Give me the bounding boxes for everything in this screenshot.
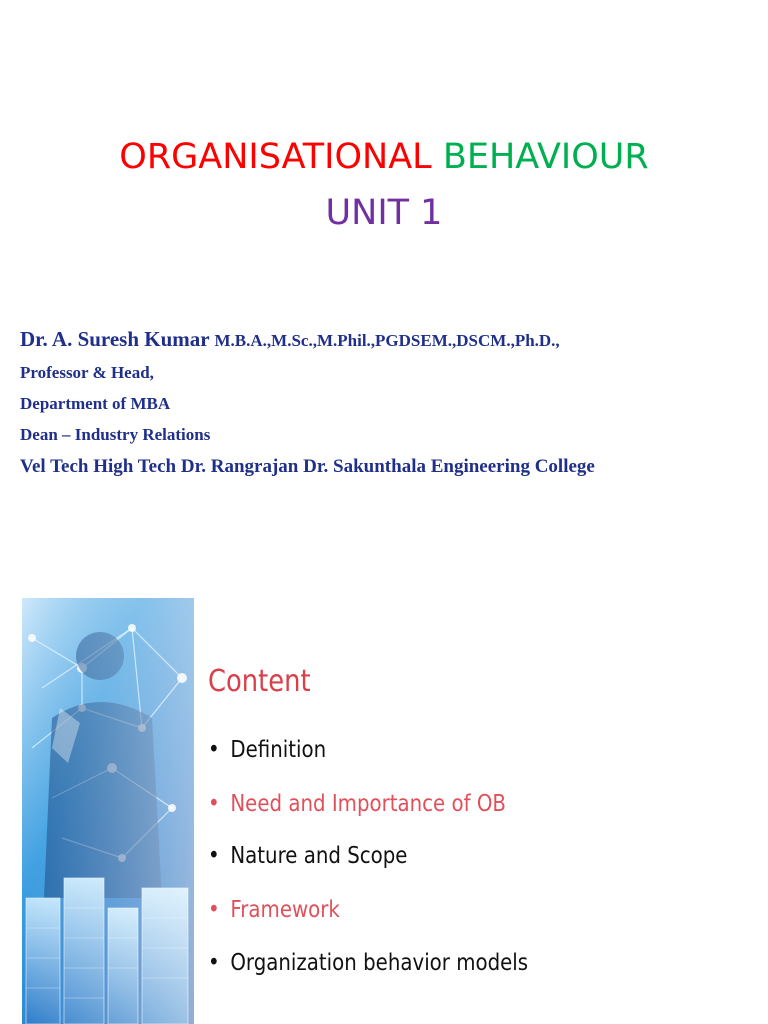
content-slide-image bbox=[22, 598, 552, 1024]
slide-bullet-label: Need and Importance of OB bbox=[230, 791, 506, 817]
author-department: Department of MBA bbox=[20, 394, 171, 413]
slide-bullet-item bbox=[208, 787, 506, 821]
author-college: Vel Tech High Tech Dr. Rangrajan Dr. Sakunthala Engineering College bbox=[20, 456, 595, 477]
bullet-dot-icon: • bbox=[208, 843, 220, 869]
slide-bullet-label: Definition bbox=[230, 737, 327, 763]
title-word-organisational: ORGANISATIONAL bbox=[119, 137, 432, 177]
slide-heading: Content bbox=[208, 664, 311, 699]
slide-bullet-item bbox=[208, 946, 528, 980]
slide-bullet-label: Framework bbox=[230, 897, 340, 923]
business-network-illustration-icon bbox=[22, 598, 194, 1024]
document-subtitle: UNIT 1 bbox=[325, 193, 443, 233]
bullet-dot-icon: • bbox=[208, 897, 220, 923]
author-dean-title: Dean – Industry Relations bbox=[20, 425, 211, 444]
author-name: Dr. A. Suresh Kumar bbox=[20, 327, 210, 351]
author-role: Professor & Head, bbox=[20, 363, 154, 382]
slide-bullet-label: Organization behavior models bbox=[230, 950, 529, 976]
bullet-dot-icon: • bbox=[208, 950, 220, 976]
title-word-behaviour: BEHAVIOUR bbox=[442, 137, 649, 177]
author-qualifications: M.B.A.,M.Sc.,M.Phil.,PGDSEM.,DSCM.,Ph.D., bbox=[214, 331, 560, 350]
slide-bullet-item bbox=[208, 839, 407, 873]
slide-bullet-item bbox=[208, 733, 326, 767]
document-title bbox=[0, 137, 768, 177]
bullet-dot-icon: • bbox=[208, 737, 220, 763]
author-name-line bbox=[20, 325, 560, 355]
slide-bullet-label: Nature and Scope bbox=[230, 843, 408, 869]
bullet-dot-icon: • bbox=[208, 791, 220, 817]
slide-bullet-item bbox=[208, 893, 340, 927]
